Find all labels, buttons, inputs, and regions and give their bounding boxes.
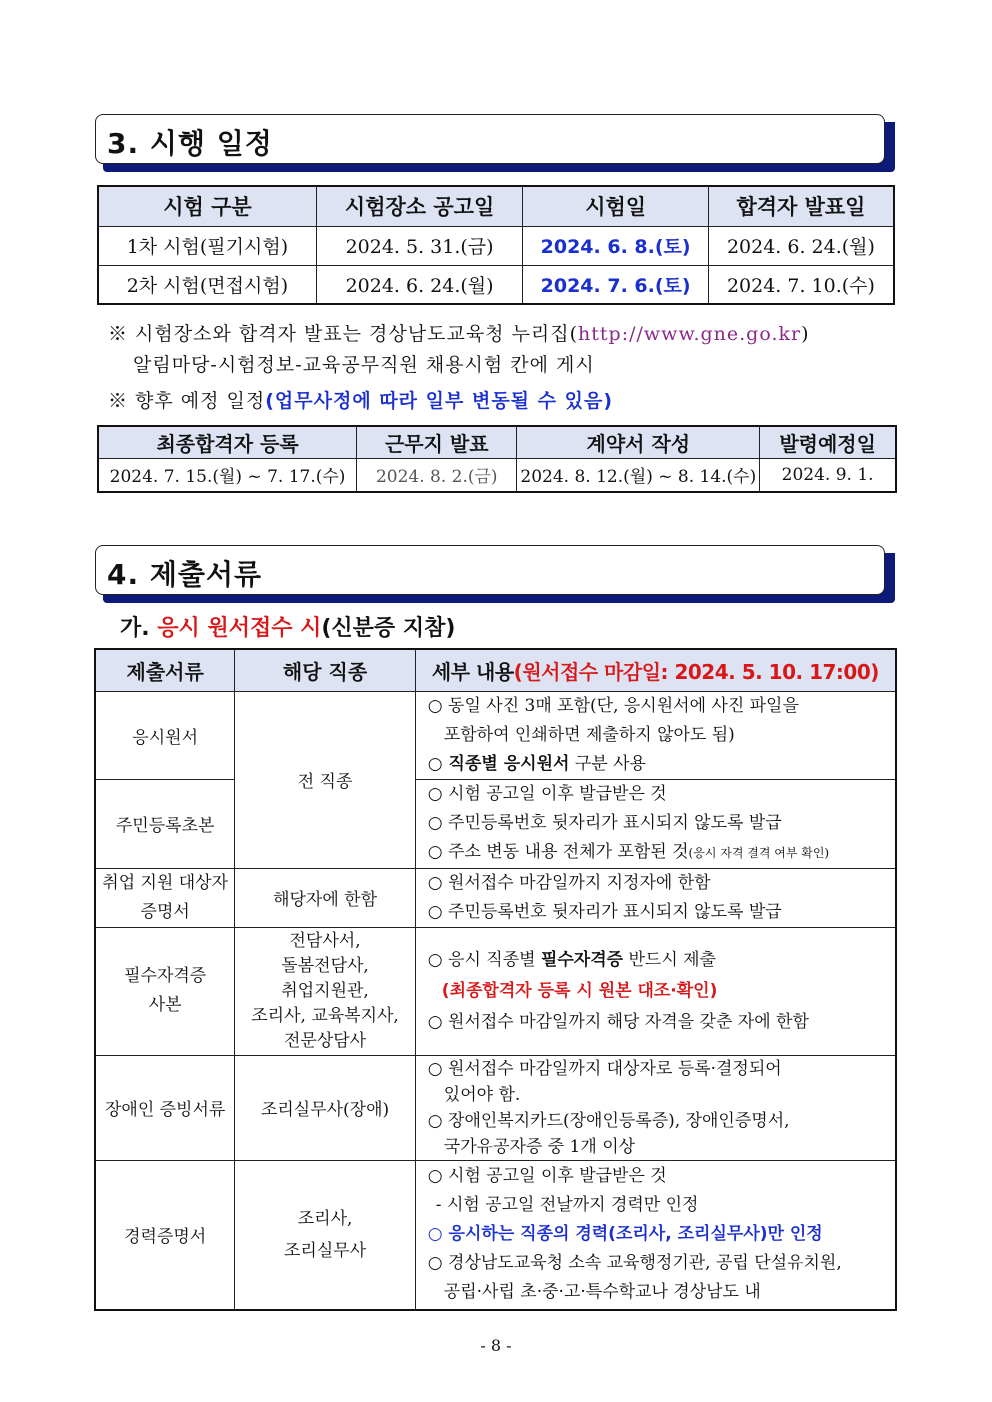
schedule-header-cell: 시험 구분 xyxy=(98,186,316,226)
schedule-cell: 2024. 5. 31.(금) xyxy=(316,226,522,265)
doc-name-line: 취업 지원 대상자 xyxy=(102,872,229,893)
future-cell: 2024. 9. 1. xyxy=(760,458,896,492)
detail-line: 공립·사립 초·중·고·특수학교나 경상남도 내 xyxy=(443,1282,761,1303)
subheading-suffix: (신분증 지참) xyxy=(321,616,456,641)
detail-line: ○ 원서접수 마감일까지 지정자에 한함 xyxy=(427,872,711,893)
job-line: 전담사서, xyxy=(289,930,361,951)
detail-text: 반드시 제출 xyxy=(623,949,716,970)
section3-header xyxy=(95,114,885,164)
schedule-table xyxy=(97,185,895,305)
doc-job: 전 직종 xyxy=(235,691,415,868)
detail-line: - 시험 공고일 전날까지 경력만 인정 xyxy=(435,1195,699,1216)
schedule-row xyxy=(98,226,894,265)
detail-line-warning: (최종합격자 등록 시 원본 대조·확인) xyxy=(441,980,718,1001)
note-emphasis: (업무사정에 따라 일부 변동될 수 있음) xyxy=(265,390,614,412)
schedule-cell: 2차 시험(면접시험) xyxy=(98,265,316,304)
job-line: 돌봄전담사, xyxy=(281,955,369,976)
detail-line: ○ 주민등록번호 뒷자리가 표시되지 않도록 발급 xyxy=(427,901,782,922)
detail-bold: 필수자격증 xyxy=(540,949,624,970)
future-header-cell: 발령예정일 xyxy=(760,426,896,458)
future-header-cell: 계약서 작성 xyxy=(517,426,760,458)
detail-small-text: (응시 자격 결격 여부 확인) xyxy=(688,845,830,860)
section4-header xyxy=(95,545,885,595)
future-header-cell: 근무지 발표 xyxy=(357,426,517,458)
detail-line: 있어야 함. xyxy=(443,1084,521,1105)
schedule-exam-date: 2024. 7. 6.(토) xyxy=(523,265,709,304)
doc-detail xyxy=(415,691,896,779)
detail-line: ○ 동일 사진 3매 포함(단, 응시원서에 사진 파일을 xyxy=(427,695,799,716)
doc-job: 해당자에 한함 xyxy=(235,868,415,927)
detail-line: ○ 시험 공고일 이후 발급받은 것 xyxy=(427,783,667,804)
detail-line: 국가유공자증 중 1개 이상 xyxy=(443,1136,636,1157)
subheading-emphasis: 응시 원서접수 시 xyxy=(157,616,322,641)
detail-text: ○ 응시 직종별 xyxy=(427,949,541,970)
doc-detail xyxy=(415,779,896,868)
docs-row xyxy=(95,1160,896,1310)
website-link[interactable]: http://www.gne.go.kr xyxy=(578,323,802,345)
detail-line: ○ 원서접수 마감일까지 해당 자격을 갖춘 자에 한함 xyxy=(427,1011,809,1032)
future-schedule-table xyxy=(97,425,897,493)
schedule-cell: 2024. 7. 10.(수) xyxy=(708,265,894,304)
job-line: 조리사, xyxy=(297,1208,353,1229)
doc-job xyxy=(235,1160,415,1310)
doc-name: 장애인 증빙서류 xyxy=(95,1055,235,1160)
doc-name xyxy=(95,868,235,927)
section3-title: 3. 시행 일정 xyxy=(107,127,273,160)
detail-line: ○ 경상남도교육청 소속 교육행정기관, 공립 단설유치원, xyxy=(427,1253,842,1274)
detail-line: ○ 장애인복지카드(장애인등록증), 장애인증명서, xyxy=(427,1110,790,1131)
doc-job: 조리실무사(장애) xyxy=(235,1055,415,1160)
doc-name: 경력증명서 xyxy=(95,1160,235,1310)
schedule-cell: 2024. 6. 24.(월) xyxy=(316,265,522,304)
docs-row xyxy=(95,1055,896,1160)
schedule-cell: 2024. 6. 24.(월) xyxy=(708,226,894,265)
deadline-text: (원서접수 마감일: 2024. 5. 10. 17:00) xyxy=(513,659,879,684)
doc-job xyxy=(235,927,415,1055)
doc-detail xyxy=(415,927,896,1055)
doc-detail xyxy=(415,868,896,927)
doc-name: 응시원서 xyxy=(95,691,235,779)
doc-detail xyxy=(415,1055,896,1160)
schedule-cell: 1차 시험(필기시험) xyxy=(98,226,316,265)
docs-row xyxy=(95,691,896,779)
docs-header-cell: 해당 직종 xyxy=(235,649,415,691)
detail-header-text: 세부 내용 xyxy=(431,659,514,684)
schedule-header-row xyxy=(98,186,894,226)
note-text: ※ 시험장소와 합격자 발표는 경상남도교육청 누리집( xyxy=(108,323,579,345)
detail-text: ○ 주소 변동 내용 전체가 포함된 것 xyxy=(427,841,689,862)
docs-row xyxy=(95,927,896,1055)
detail-line xyxy=(428,838,887,868)
schedule-header-cell: 시험장소 공고일 xyxy=(316,186,522,226)
job-line: 전문상담사 xyxy=(283,1030,367,1051)
subheading xyxy=(120,611,455,642)
note-announcement-line2: 알림마당-시험정보-교육공무직원 채용시험 칸에 게시 xyxy=(133,354,595,376)
job-line: 취업지원관, xyxy=(281,980,369,1001)
note-announcement xyxy=(108,319,810,346)
job-line: 조리실무사 xyxy=(283,1240,367,1261)
future-header-cell: 최종합격자 등록 xyxy=(98,426,357,458)
docs-header-row xyxy=(95,649,896,691)
section4-title: 4. 제출서류 xyxy=(107,558,263,591)
doc-name-line: 사본 xyxy=(148,995,182,1015)
detail-text: 구분 사용 xyxy=(569,753,646,774)
note-text: ) xyxy=(801,323,810,345)
note-future-schedule xyxy=(108,386,613,413)
detail-line: ○ 주민등록번호 뒷자리가 표시되지 않도록 발급 xyxy=(427,812,782,833)
doc-name-line: 증명서 xyxy=(140,901,190,922)
subheading-prefix: 가. xyxy=(120,616,158,641)
future-row xyxy=(98,458,896,492)
docs-row xyxy=(95,779,896,868)
doc-name: 주민등록초본 xyxy=(95,779,235,868)
docs-header-detail xyxy=(415,649,896,691)
docs-row xyxy=(95,868,896,927)
note-text: ※ 향후 예정 일정 xyxy=(108,390,266,412)
detail-line xyxy=(428,945,887,976)
documents-table xyxy=(94,648,897,1311)
schedule-header-cell: 합격자 발표일 xyxy=(708,186,894,226)
page-number: - 8 - xyxy=(480,1336,512,1355)
detail-line-emphasis: ○ 응시하는 직종의 경력(조리사, 조리실무사)만 인정 xyxy=(427,1224,823,1245)
detail-line: 포함하여 인쇄하면 제출하지 않아도 됨) xyxy=(443,724,735,745)
detail-line: ○ 원서접수 마감일까지 대상자로 등록·결정되어 xyxy=(427,1058,782,1079)
detail-line: ○ 시험 공고일 이후 발급받은 것 xyxy=(427,1166,667,1187)
docs-header-cell: 제출서류 xyxy=(95,649,235,691)
doc-name xyxy=(95,927,235,1055)
future-cell: 2024. 7. 15.(월) ~ 7. 17.(수) xyxy=(98,458,357,492)
schedule-row xyxy=(98,265,894,304)
doc-detail xyxy=(415,1160,896,1310)
doc-name-line: 필수자격증 xyxy=(124,966,207,986)
schedule-exam-date: 2024. 6. 8.(토) xyxy=(523,226,709,265)
future-cell: 2024. 8. 12.(월) ~ 8. 14.(수) xyxy=(517,458,760,492)
detail-line xyxy=(428,750,887,779)
detail-bold: ○ 직종별 응시원서 xyxy=(427,753,570,774)
schedule-header-cell: 시험일 xyxy=(523,186,709,226)
job-line: 조리사, 교육복지사, xyxy=(251,1005,399,1026)
future-header-row xyxy=(98,426,896,458)
future-cell: 2024. 8. 2.(금) xyxy=(357,458,517,492)
